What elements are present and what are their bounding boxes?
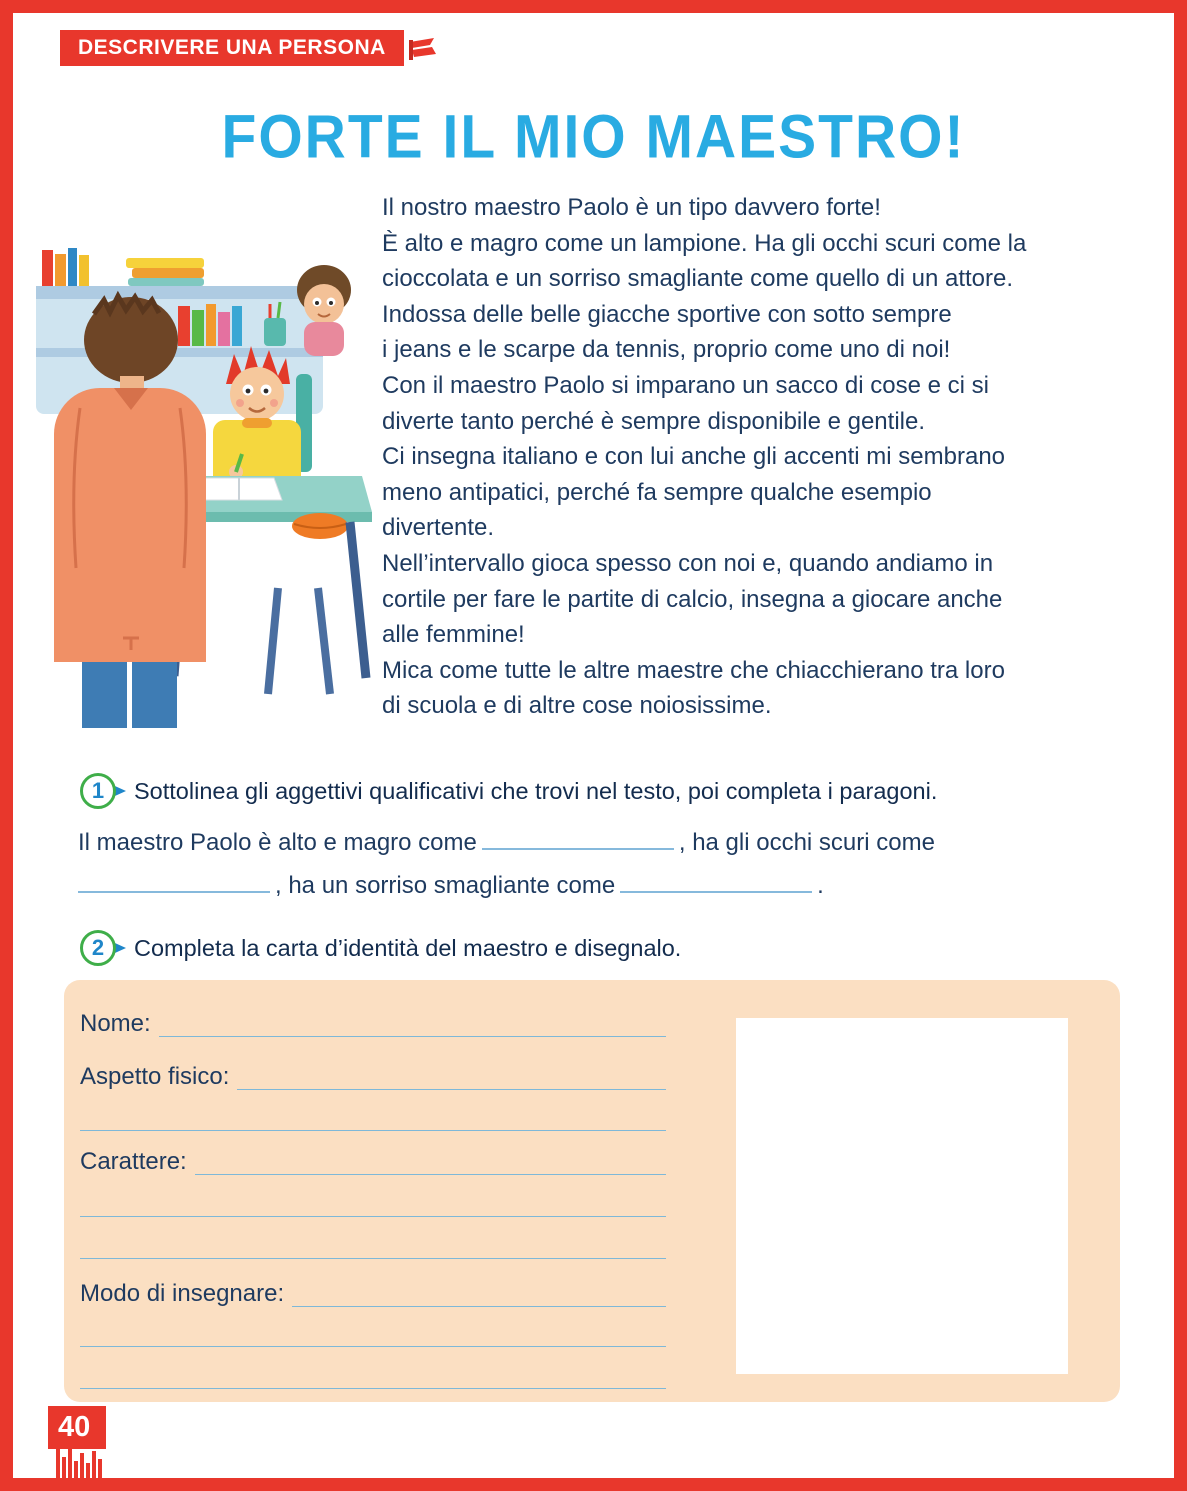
reading-line: di scuola e di altre cose noiosissime. bbox=[382, 692, 772, 720]
completion-text: , ha un sorriso smagliante come bbox=[275, 872, 616, 899]
field-label: Carattere: bbox=[80, 1148, 187, 1175]
completion-line-1 bbox=[78, 828, 1118, 857]
reading-text bbox=[382, 190, 1112, 724]
reading-line: Con il maestro Paolo si imparano un sacco di cose e ci si bbox=[382, 371, 989, 399]
reading-line: Nell’intervallo gioca spesso con noi e, quando andiamo in bbox=[382, 549, 994, 577]
classroom-illustration bbox=[28, 228, 380, 734]
write-line[interactable] bbox=[159, 1008, 666, 1037]
exercise-1-header bbox=[80, 773, 937, 809]
exercise-1-instruction: Sottolinea gli aggettivi qualificativi che trovi nel testo, poi completa i paragoni. bbox=[134, 777, 938, 804]
field-label: Aspetto fisico: bbox=[80, 1063, 230, 1090]
write-line[interactable] bbox=[80, 1388, 666, 1389]
reading-line: divertente. bbox=[382, 514, 495, 542]
section-banner-label: DESCRIVERE UNA PERSONA bbox=[78, 36, 386, 59]
reading-line: alle femmine! bbox=[382, 621, 525, 649]
write-line[interactable] bbox=[80, 1216, 666, 1217]
page-title: FORTE IL MIO MAESTRO! bbox=[221, 102, 966, 172]
reading-line: meno antipatici, perché fa sempre qualche esempio bbox=[382, 478, 932, 506]
write-line[interactable] bbox=[80, 1346, 666, 1347]
write-line[interactable] bbox=[292, 1278, 666, 1307]
reading-line: diverte tanto perché è sempre disponibile e gentile. bbox=[382, 407, 925, 435]
exercise-2-marker bbox=[80, 930, 116, 966]
reading-line: Indossa delle belle giacche sportive con sotto sempre bbox=[382, 300, 952, 328]
reading-line: Ci insegna italiano e con lui anche gli accenti mi sembrano bbox=[382, 443, 1006, 471]
answer-blank[interactable] bbox=[482, 828, 674, 850]
exercise-number: 1 bbox=[80, 773, 116, 809]
reading-line: i jeans e le scarpe da tennis, proprio come uno di noi! bbox=[382, 336, 951, 364]
reading-line: È alto e magro come un lampione. Ha gli occhi scuri come la bbox=[382, 229, 1027, 257]
exercise-2-header bbox=[80, 930, 681, 966]
exercise-2-instruction: Completa la carta d’identità del maestro e disegnalo. bbox=[134, 934, 682, 961]
page-number: 40 bbox=[44, 1406, 106, 1449]
drawing-box[interactable] bbox=[736, 1018, 1068, 1374]
write-line[interactable] bbox=[80, 1130, 666, 1131]
write-line[interactable] bbox=[195, 1146, 666, 1175]
field-modo-di-insegnare bbox=[80, 1279, 666, 1307]
field-nome bbox=[80, 1009, 666, 1037]
field-label: Modo di insegnare: bbox=[80, 1280, 285, 1307]
write-line[interactable] bbox=[237, 1061, 666, 1090]
page-edge-graphic bbox=[56, 1447, 112, 1481]
section-banner bbox=[60, 30, 404, 66]
answer-blank[interactable] bbox=[78, 871, 270, 893]
completion-text: . bbox=[817, 872, 824, 899]
field-carattere bbox=[80, 1147, 666, 1175]
reading-line: Mica come tutte le altre maestre che chiacchierano tra loro bbox=[382, 656, 1005, 684]
exercise-number: 2 bbox=[80, 930, 116, 966]
banner-flag-icon bbox=[408, 34, 438, 64]
answer-blank[interactable] bbox=[620, 871, 812, 893]
identity-card-box bbox=[64, 980, 1120, 1402]
field-label: Nome: bbox=[80, 1010, 151, 1037]
reading-line: cioccolata e un sorriso smagliante come quello di un attore. bbox=[382, 265, 1014, 293]
completion-text: Il maestro Paolo è alto e magro come bbox=[78, 829, 477, 856]
exercise-1-marker bbox=[80, 773, 116, 809]
reading-line: Il nostro maestro Paolo è un tipo davvero forte! bbox=[382, 194, 881, 221]
reading-line: cortile per fare le partite di calcio, insegna a giocare anche bbox=[382, 585, 1003, 613]
field-aspetto-fisico bbox=[80, 1062, 666, 1090]
write-line[interactable] bbox=[80, 1258, 666, 1259]
completion-line-2 bbox=[78, 871, 1118, 900]
completion-text: , ha gli occhi scuri come bbox=[678, 829, 935, 856]
